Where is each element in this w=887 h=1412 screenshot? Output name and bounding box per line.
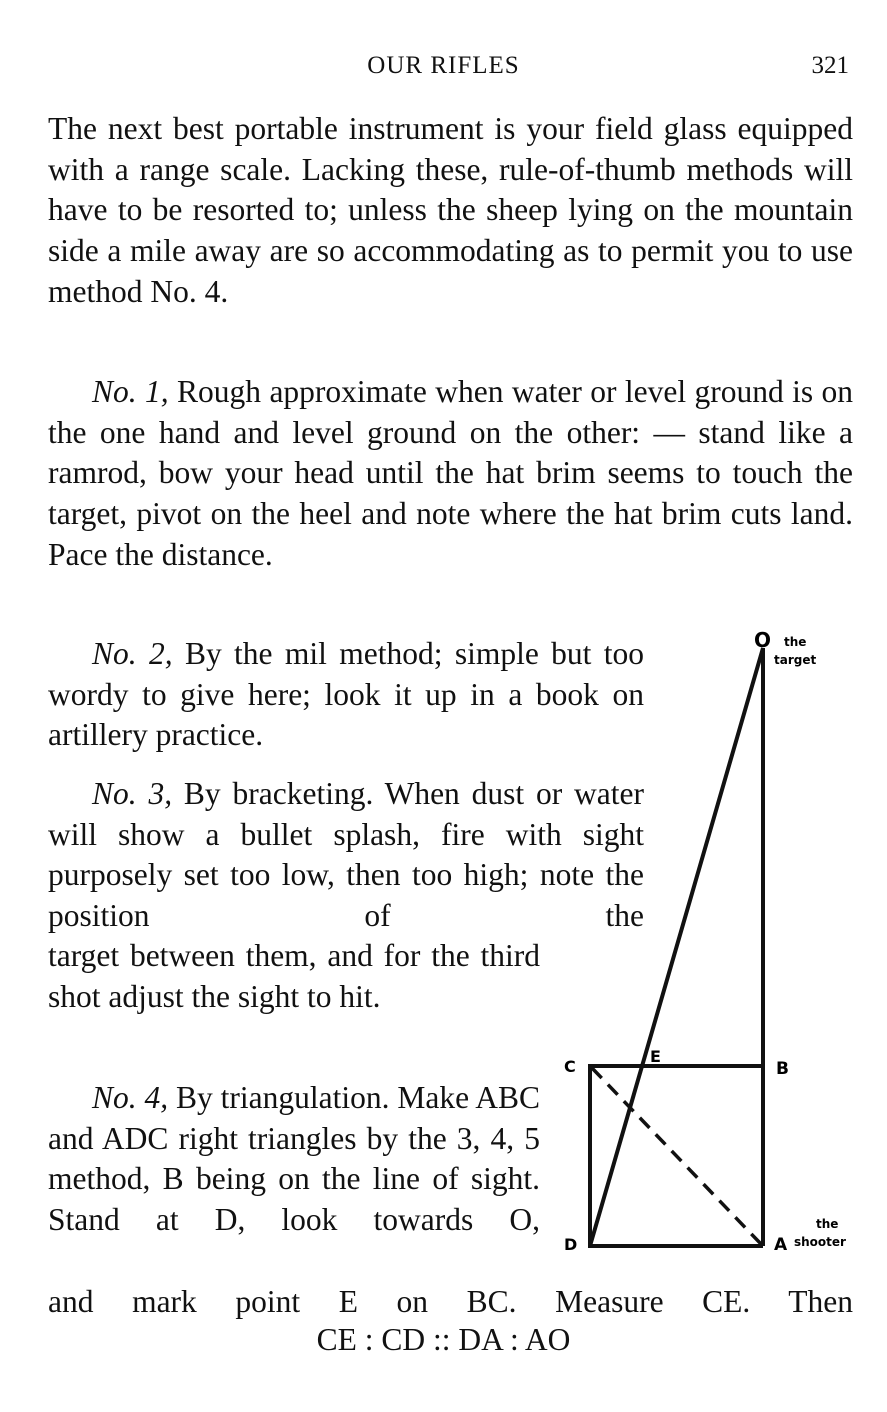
paragraph-method-3-continued: target between them, and for the third shot adjust the sight to hit. xyxy=(48,938,540,1014)
label-d: D xyxy=(564,1235,578,1254)
label-c: C xyxy=(564,1057,576,1076)
label-b: B xyxy=(776,1059,789,1079)
method-label: No. 2, xyxy=(92,636,173,671)
label-the-target-2: target xyxy=(774,653,817,667)
method-label: No. 3, xyxy=(92,776,173,811)
label-e: E xyxy=(650,1047,661,1066)
label-the-target-1: the xyxy=(784,635,807,649)
running-title: OUR RIFLES xyxy=(367,52,520,79)
label-a: A xyxy=(774,1235,788,1255)
triangulation-diagram xyxy=(548,620,868,1260)
label-o: O xyxy=(754,628,772,652)
page-header xyxy=(0,50,887,90)
label-the-shooter-1: the xyxy=(816,1217,839,1231)
paragraph-method-1 xyxy=(48,372,853,576)
method-label: No. 4, xyxy=(92,1080,169,1115)
paragraph-method-4 xyxy=(48,1078,540,1241)
method-text: By triangulation. Make ABC and ADC right triangles by the 3, 4, 5 method, B being on the line of sight. Stand at D, look towards O, xyxy=(48,1080,540,1238)
method-label: No. 1, xyxy=(92,374,169,409)
method-text: Rough approximate when water or level ground is on the one hand and level ground on the other: — stand like a ramrod, bow your head until the hat brim seems to touch the target, pivot on the heel and note where the hat brim cuts land. Pace the distance. xyxy=(48,374,853,572)
label-the-shooter-2: shooter xyxy=(794,1235,846,1249)
method-text: By bracketing. When dust or water will show a bullet splash, fire with sight purposely set too low, then too high; note the position of the xyxy=(48,776,644,934)
method-text: By the mil method; simple but too wordy to give here; look it up in a book on artillery practice. xyxy=(48,636,644,753)
paragraph-method-4-tail: and mark point E on BC. Measure CE. Then xyxy=(48,1284,853,1319)
paragraph-intro: The next best portable instrument is your field glass equipped with a range scale. Lacking these, rule-of-thumb methods will have to be resorted to; unless the sheep lying on the mountain side a mile away are so accommodating as to permit you to use method No. 4. xyxy=(48,111,853,309)
proportion-formula: CE : CD :: DA : AO xyxy=(316,1322,571,1357)
page-number: 321 xyxy=(811,52,849,79)
